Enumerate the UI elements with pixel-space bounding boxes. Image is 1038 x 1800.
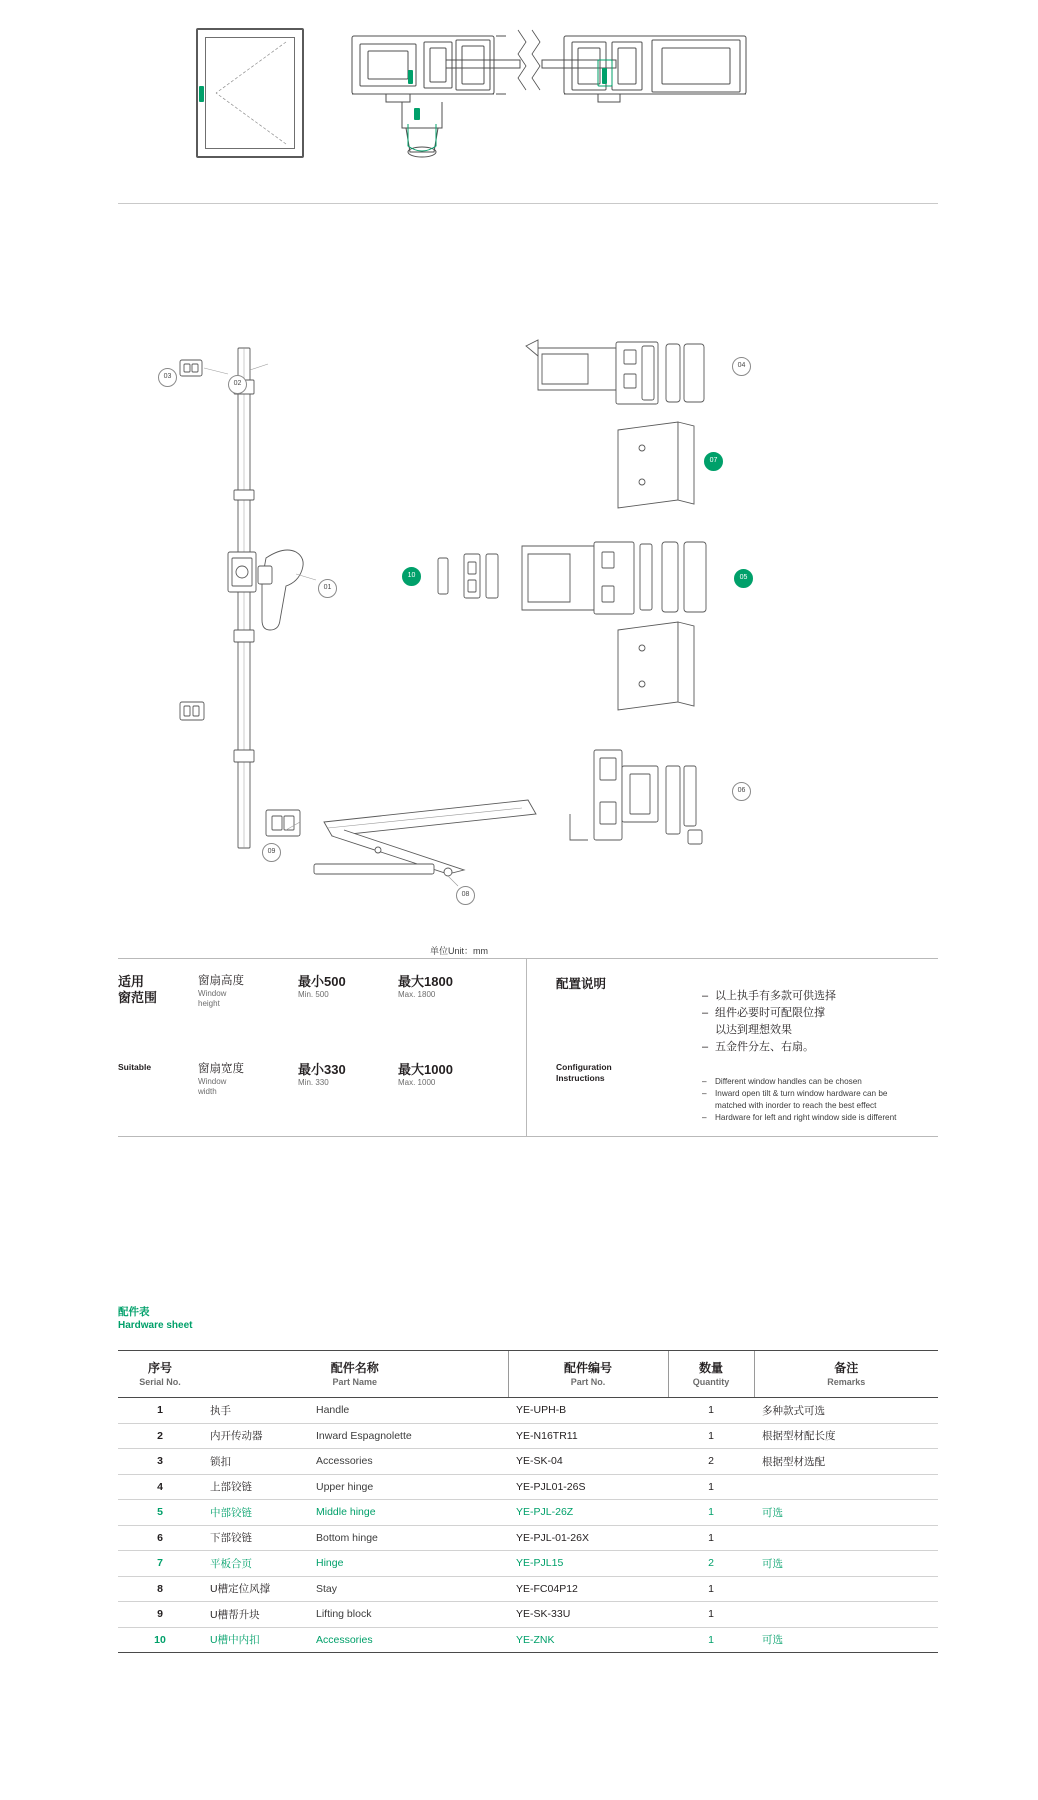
parts-drawing (118, 330, 938, 910)
spec-width-min (298, 1062, 398, 1088)
row-3-remarks: 根据型材选配 (754, 1449, 938, 1475)
configuration-title-en (556, 1062, 656, 1084)
row-8-part-no: YE-FC04P12 (508, 1576, 668, 1602)
row-1-remarks: 多种款式可选 (754, 1398, 938, 1424)
row-1-no: 1 (118, 1398, 202, 1424)
exploded-parts-diagram (118, 330, 938, 910)
row-5-name-cn: 中部铰链 (202, 1500, 308, 1526)
callout-08: 08 (456, 886, 475, 905)
spec-vertical-divider (526, 958, 527, 1136)
row-10-name-cn: U槽中内扣 (202, 1627, 308, 1653)
spec-height-en1: Window (198, 989, 227, 998)
hardware-table-body (118, 1398, 938, 1653)
header-part-name-en: Part Name (332, 1376, 378, 1387)
spec-height-max-cn: 最大1800 (398, 974, 453, 989)
callout-10: 10 (402, 567, 421, 586)
configuration-title-en-2: Instructions (556, 1073, 605, 1083)
spec-height-min-cn: 最小500 (298, 974, 346, 989)
row-10-qty: 1 (668, 1627, 754, 1653)
hardware-table (118, 1350, 938, 1653)
row-7-no: 7 (118, 1551, 202, 1577)
table-row (118, 1398, 938, 1424)
table-row (118, 1474, 938, 1500)
spec-row-width (118, 1062, 526, 1150)
row-7-remarks: 可选 (754, 1551, 938, 1577)
row-8-name-cn: U槽定位风撑 (202, 1576, 308, 1602)
spec-width-min-cn: 最小330 (298, 1062, 346, 1077)
config-cn-item-4: – 五金件分左、右扇。 (702, 1039, 978, 1056)
callout-03: 03 (158, 368, 177, 387)
row-10-no: 10 (118, 1627, 202, 1653)
row-9-name-cn: U槽帮升块 (202, 1602, 308, 1628)
spec-width-en1: Window (198, 1077, 227, 1086)
table-row (118, 1525, 938, 1551)
header-serial-no (118, 1351, 202, 1398)
callout-02: 02 (228, 375, 247, 394)
callout-05: 05 (734, 569, 753, 588)
spec-width-cn: 窗扇宽度 (198, 1063, 244, 1075)
row-6-name-en: Bottom hinge (308, 1525, 508, 1551)
configuration-list-en (662, 1076, 978, 1124)
header-serial-no-cn: 序号 (147, 1360, 172, 1375)
table-row (118, 1500, 938, 1526)
spec-height-max (398, 974, 518, 1000)
callout-07: 07 (704, 452, 723, 471)
table-row (118, 1576, 938, 1602)
row-7-name-cn: 平板合页 (202, 1551, 308, 1577)
row-10-part-no: YE-ZNK (508, 1627, 668, 1653)
spec-width-max-cn: 最大1000 (398, 1062, 453, 1077)
spec-suitable-label (118, 1062, 198, 1073)
spec-width-en2: width (198, 1087, 217, 1096)
hardware-table-head (118, 1351, 938, 1398)
row-6-no: 6 (118, 1525, 202, 1551)
row-1-name-en: Handle (308, 1398, 508, 1424)
spec-height-name (198, 974, 298, 1009)
spec-width-max-en: Max. 1000 (398, 1078, 436, 1087)
row-4-part-no: YE-PJL01-26S (508, 1474, 668, 1500)
header-quantity (668, 1351, 754, 1398)
row-3-name-en: Accessories (308, 1449, 508, 1475)
row-2-no: 2 (118, 1423, 202, 1449)
row-6-part-no: YE-PJL-01-26X (508, 1525, 668, 1551)
row-2-name-cn: 内开传动器 (202, 1423, 308, 1449)
row-4-remarks (754, 1474, 938, 1500)
spec-scope-label (118, 974, 198, 1006)
profile-section-drawing (346, 24, 752, 164)
header-part-no-cn: 配件编号 (564, 1360, 613, 1375)
row-2-qty: 1 (668, 1423, 754, 1449)
row-5-part-no: YE-PJL-26Z (508, 1500, 668, 1526)
row-2-name-en: Inward Espagnolette (308, 1423, 508, 1449)
row-3-qty: 2 (668, 1449, 754, 1475)
row-1-name-cn: 执手 (202, 1398, 308, 1424)
configuration-title-cn: 配置说明 (556, 977, 607, 991)
row-8-qty: 1 (668, 1576, 754, 1602)
row-3-name-cn: 锁扣 (202, 1449, 308, 1475)
table-row (118, 1602, 938, 1628)
inward-tilt-turn-window-icon (196, 28, 304, 158)
hardware-sheet-heading (118, 1305, 192, 1333)
row-1-qty: 1 (668, 1398, 754, 1424)
spec-height-min-en: Min. 500 (298, 990, 329, 999)
spec-scope-cn2: 窗范围 (118, 990, 158, 1005)
spec-suitable-en: Suitable (118, 1062, 152, 1072)
row-7-qty: 2 (668, 1551, 754, 1577)
top-horizontal-rule (118, 203, 938, 204)
row-10-remarks: 可选 (754, 1627, 938, 1653)
row-9-no: 9 (118, 1602, 202, 1628)
row-7-part-no: YE-PJL15 (508, 1551, 668, 1577)
unit-label: 单位Unit：mm (430, 946, 488, 956)
row-8-name-en: Stay (308, 1576, 508, 1602)
row-5-qty: 1 (668, 1500, 754, 1526)
config-cn-item-1: – 以上执手有多款可供选择 (702, 988, 978, 1005)
configuration-list-cn (662, 988, 978, 1056)
config-cn-item-2: – 组件必要时可配限位撑 (702, 1005, 978, 1022)
window-opening-diagonals (196, 28, 304, 158)
spec-height-en2: height (198, 999, 220, 1008)
callout-01: 01 (318, 579, 337, 598)
row-6-remarks (754, 1525, 938, 1551)
header-part-name-cn: 配件名称 (330, 1360, 379, 1375)
header-part-no (508, 1351, 668, 1398)
top-illustration-band (0, 0, 1038, 210)
header-remarks-en: Remarks (827, 1376, 866, 1387)
row-3-no: 3 (118, 1449, 202, 1475)
config-en-item-2: – Inward open tilt & turn window hardware can be (702, 1088, 978, 1100)
row-5-name-en: Middle hinge (308, 1500, 508, 1526)
hardware-title-cn: 配件表 (118, 1306, 150, 1318)
row-4-name-en: Upper hinge (308, 1474, 508, 1500)
table-row (118, 1627, 938, 1653)
header-quantity-en: Quantity (692, 1376, 730, 1387)
row-8-no: 8 (118, 1576, 202, 1602)
row-7-name-en: Hinge (308, 1551, 508, 1577)
spec-height-cn: 窗扇高度 (198, 975, 244, 987)
row-2-part-no: YE-N16TR11 (508, 1423, 668, 1449)
config-en-item-4: – Hardware for left and right window side is different (702, 1112, 978, 1124)
spec-height-max-en: Max. 1800 (398, 990, 436, 999)
spec-width-min-en: Min. 330 (298, 1078, 329, 1087)
row-9-qty: 1 (668, 1602, 754, 1628)
spec-scope-cn1: 适用 (118, 974, 145, 989)
header-part-no-en: Part No. (570, 1376, 606, 1387)
spec-width-name (198, 1062, 298, 1097)
header-quantity-cn: 数量 (699, 1360, 724, 1375)
row-3-part-no: YE-SK-04 (508, 1449, 668, 1475)
hardware-title-en: Hardware sheet (118, 1320, 193, 1331)
callout-06: 06 (732, 782, 751, 801)
table-row (118, 1449, 938, 1475)
configuration-title-en-1: Configuration (556, 1062, 612, 1072)
config-en-item-1: – Different window handles can be chosen (702, 1076, 978, 1088)
row-6-name-cn: 下部铰链 (202, 1525, 308, 1551)
row-9-name-en: Lifting block (308, 1602, 508, 1628)
table-row (118, 1423, 938, 1449)
header-remarks (754, 1351, 938, 1398)
header-part-name (202, 1351, 508, 1398)
row-4-qty: 1 (668, 1474, 754, 1500)
spec-height-min (298, 974, 398, 1000)
config-en-item-3: matched with inorder to reach the best effect (715, 1101, 877, 1110)
row-5-remarks: 可选 (754, 1500, 938, 1526)
callout-09: 09 (262, 843, 281, 862)
hardware-header-row (118, 1351, 938, 1398)
row-9-remarks (754, 1602, 938, 1628)
row-5-no: 5 (118, 1500, 202, 1526)
header-remarks-cn: 备注 (834, 1360, 859, 1375)
row-1-part-no: YE-UPH-B (508, 1398, 668, 1424)
row-8-remarks (754, 1576, 938, 1602)
row-4-name-cn: 上部铰链 (202, 1474, 308, 1500)
config-cn-item-3: 以达到理想效果 (715, 1024, 792, 1036)
spec-row-height (118, 974, 526, 1062)
spec-rule-top (118, 958, 938, 959)
row-9-part-no: YE-SK-33U (508, 1602, 668, 1628)
callout-04: 04 (732, 357, 751, 376)
spec-width-max (398, 1062, 518, 1088)
row-10-name-en: Accessories (308, 1627, 508, 1653)
header-serial-no-en: Serial No. (139, 1376, 181, 1387)
table-row (118, 1551, 938, 1577)
row-4-no: 4 (118, 1474, 202, 1500)
row-6-qty: 1 (668, 1525, 754, 1551)
row-2-remarks: 根据型材配长度 (754, 1423, 938, 1449)
